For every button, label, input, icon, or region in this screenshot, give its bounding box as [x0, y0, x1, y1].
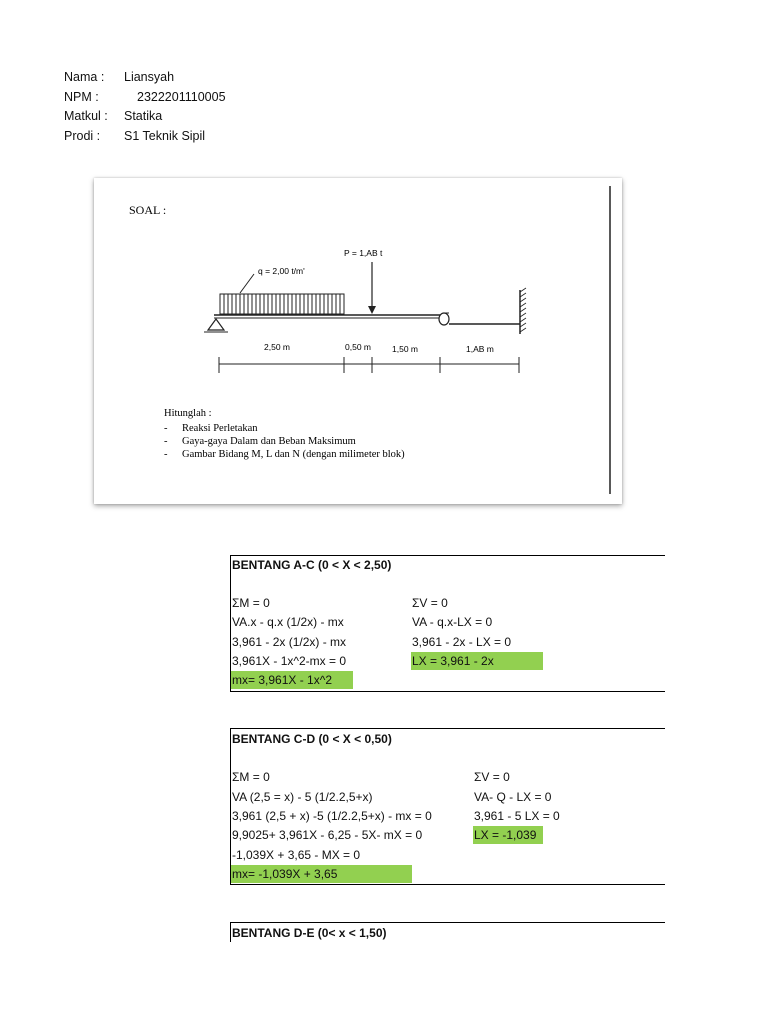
header-row-npm [64, 90, 226, 104]
fixed-support-hatch [520, 288, 526, 332]
hitung-bullet-1: - [164, 423, 168, 434]
distributed-load-block [220, 294, 344, 314]
section-cd-right-line-1: VA- Q - LX = 0 [474, 790, 552, 804]
dim-label-eb: 1,AB m [466, 344, 494, 354]
load-p-label: P = 1,AB t [344, 248, 383, 258]
section-ac-sum-v: ΣV = 0 [412, 596, 448, 610]
section-de-title: BENTANG D-E (0< x < 1,50) [232, 926, 387, 940]
dim-label-de: 1,50 m [392, 344, 418, 354]
hitung-item-2: Gaya-gaya Dalam dan Beban Maksimum [182, 436, 356, 447]
hitung-bullet-3: - [164, 449, 168, 460]
dim-label-cd: 0,50 m [345, 342, 371, 352]
section-cd-left-line-2: 3,961 (2,5 + x) -5 (1/2.2,5+x) - mx = 0 [232, 809, 432, 823]
label-nama: Nama : [64, 70, 105, 84]
label-prodi: Prodi : [64, 129, 101, 143]
value-npm: 2322201110005 [137, 90, 226, 104]
value-matkul: Statika [124, 109, 163, 123]
header-row-matkul [64, 109, 162, 123]
section-ac-title: BENTANG A-C (0 < X < 2,50) [232, 558, 392, 572]
header-row-prodi [64, 129, 205, 143]
section-cd-right-line-2: 3,961 - 5 LX = 0 [474, 809, 560, 823]
hitung-bullet-2: - [164, 436, 168, 447]
section-ac-left-line-1: VA.x - q.x (1/2x) - mx [232, 615, 344, 629]
pin-support [208, 319, 224, 330]
section-ac-mx-result: mx= 3,961X - 1x^2 [231, 671, 353, 689]
beam-diagram [94, 178, 622, 504]
value-prodi: S1 Teknik Sipil [124, 129, 206, 143]
section-ac-right-line-2: 3,961 - 2x - LX = 0 [412, 635, 512, 649]
section-de [230, 922, 665, 923]
section-ac-sum-m: ΣM = 0 [232, 596, 270, 610]
section-cd-left-line-3: 9,9025+ 3,961X - 6,25 - 5X- mX = 0 [232, 828, 423, 842]
dim-label-ac: 2,50 m [264, 342, 290, 352]
hinge-joint [439, 313, 449, 325]
hitung-item-1: Reaksi Perletakan [182, 423, 258, 434]
section-cd-left-border [230, 728, 231, 884]
section-ac-right-line-1: VA - q.x-LX = 0 [412, 615, 493, 629]
section-ac-lx-result: LX = 3,961 - 2x [411, 652, 543, 670]
section-ac-left-line-2: 3,961 - 2x (1/2x) - mx [232, 635, 347, 649]
label-matkul: Matkul : [64, 109, 108, 123]
section-ac-left-line-3: 3,961X - 1x^2-mx = 0 [232, 654, 347, 668]
section-cd-lx-result: LX = -1,039 [473, 826, 543, 844]
section-cd-sum-v: ΣV = 0 [474, 770, 510, 784]
hitung-item-3: Gambar Bidang M, L dan N (dengan milimeter blok) [182, 449, 405, 460]
section-cd-left-line-1: VA (2,5 = x) - 5 (1/2.2,5+x) [232, 790, 373, 804]
value-nama: Liansyah [124, 70, 175, 84]
dimension-ticks [219, 357, 519, 373]
section-cd-title: BENTANG C-D (0 < X < 0,50) [232, 732, 392, 746]
section-cd-mx-result: mx= -1,039X + 3,65 [231, 865, 412, 883]
distributed-load-hatch [224, 294, 340, 314]
header-row-nama [64, 70, 174, 84]
problem-figure [94, 178, 622, 504]
load-q-leader [240, 274, 254, 293]
section-cd-sum-m: ΣM = 0 [232, 770, 270, 784]
load-p-arrow-head [368, 306, 376, 314]
label-npm: NPM : [64, 90, 99, 104]
hitung-title: Hitunglah : [164, 408, 212, 419]
soal-label: SOAL : [129, 203, 167, 217]
section-cd-left-line-4: -1,039X + 3,65 - MX = 0 [232, 848, 361, 862]
load-q-label: q = 2,00 t/m' [258, 266, 305, 276]
section-de-left-border [230, 922, 231, 942]
